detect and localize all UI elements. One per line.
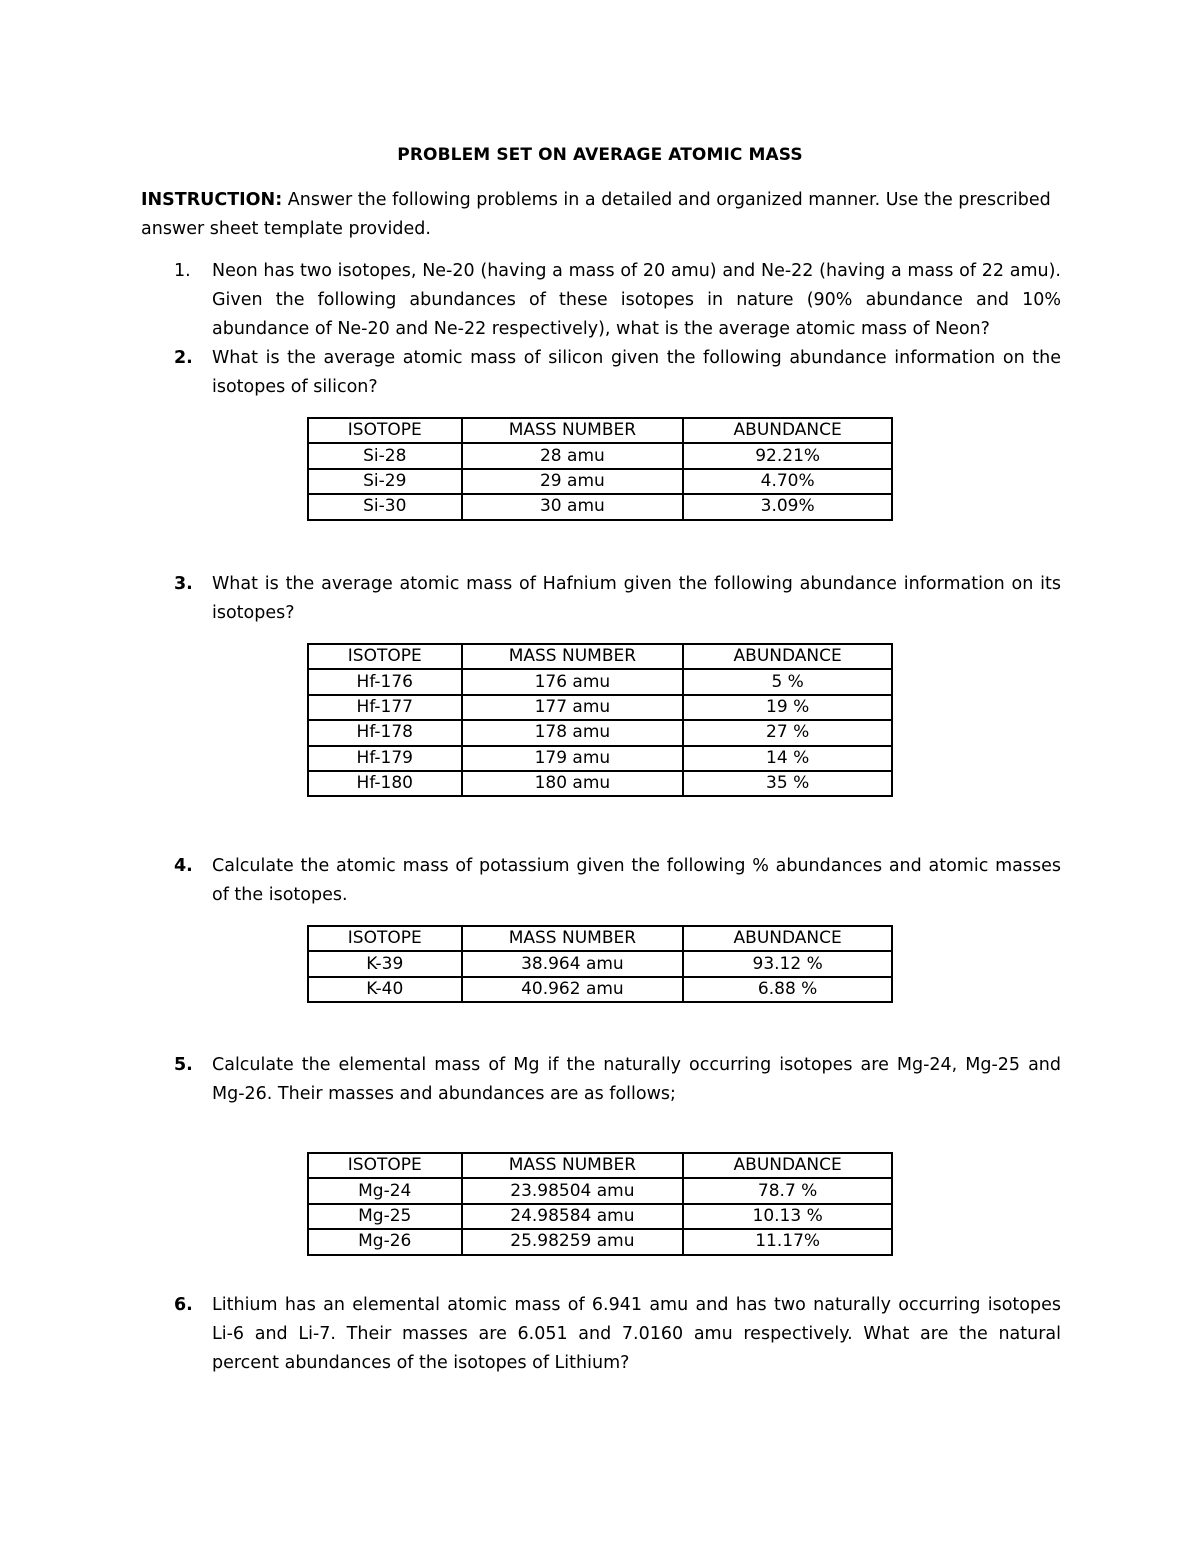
cell-isotope: K-40 bbox=[308, 977, 462, 1002]
header-mass-number: MASS NUMBER bbox=[462, 418, 684, 443]
header-abundance: ABUNDANCE bbox=[683, 644, 892, 669]
cell-isotope: Hf-176 bbox=[308, 669, 462, 694]
problem-number: 2. bbox=[174, 348, 193, 368]
problem-text: What is the average atomic mass of Hafnium given the following abundance information on its isotopes? bbox=[212, 574, 1061, 623]
cell-isotope: Hf-180 bbox=[308, 771, 462, 796]
table-row bbox=[308, 669, 892, 694]
table-row bbox=[308, 1178, 892, 1203]
cell-isotope: K-39 bbox=[308, 951, 462, 976]
table-row bbox=[308, 771, 892, 796]
cell-mass: 23.98504 amu bbox=[462, 1178, 684, 1203]
problem-text: Neon has two isotopes, Ne-20 (having a mass of 20 amu) and Ne-22 (having a mass of 22 amu). Given the following abundances of these isotopes in nature (90% abundance and 10% abundance of Ne-20 and Ne-22 respectively), what is the average atomic mass of Neon? bbox=[212, 261, 1061, 339]
hafnium-isotope-table bbox=[307, 643, 893, 797]
cell-mass: 179 amu bbox=[462, 746, 684, 771]
cell-mass: 40.962 amu bbox=[462, 977, 684, 1002]
cell-abundance: 27 % bbox=[683, 720, 892, 745]
cell-isotope: Hf-179 bbox=[308, 746, 462, 771]
problem-1 bbox=[141, 257, 1061, 343]
cell-abundance: 93.12 % bbox=[683, 951, 892, 976]
magnesium-isotope-table bbox=[307, 1152, 893, 1256]
cell-abundance: 92.21% bbox=[683, 443, 892, 468]
header-isotope: ISOTOPE bbox=[308, 418, 462, 443]
cell-isotope: Mg-24 bbox=[308, 1178, 462, 1203]
table-row bbox=[308, 469, 892, 494]
table-row bbox=[308, 443, 892, 468]
header-mass-number: MASS NUMBER bbox=[462, 644, 684, 669]
cell-isotope: Mg-25 bbox=[308, 1204, 462, 1229]
table-row bbox=[308, 977, 892, 1002]
problem-5 bbox=[141, 1051, 1061, 1109]
instruction-paragraph bbox=[141, 186, 1061, 244]
header-abundance: ABUNDANCE bbox=[683, 418, 892, 443]
problem-2 bbox=[141, 344, 1061, 402]
problem-number: 6. bbox=[174, 1295, 193, 1315]
cell-abundance: 11.17% bbox=[683, 1229, 892, 1254]
header-isotope: ISOTOPE bbox=[308, 926, 462, 951]
cell-isotope: Hf-178 bbox=[308, 720, 462, 745]
cell-abundance: 14 % bbox=[683, 746, 892, 771]
potassium-isotope-table bbox=[307, 925, 893, 1003]
cell-abundance: 19 % bbox=[683, 695, 892, 720]
table-row bbox=[308, 1229, 892, 1254]
table-row bbox=[308, 1204, 892, 1229]
problem-text: Calculate the atomic mass of potassium given the following % abundances and atomic masses of the isotopes. bbox=[212, 856, 1061, 905]
problem-number: 5. bbox=[174, 1055, 193, 1075]
header-mass-number: MASS NUMBER bbox=[462, 926, 684, 951]
cell-abundance: 10.13 % bbox=[683, 1204, 892, 1229]
problem-text: Calculate the elemental mass of Mg if the naturally occurring isotopes are Mg-24, Mg-25 and Mg-26. Their masses and abundances are as follows; bbox=[212, 1055, 1061, 1104]
cell-mass: 28 amu bbox=[462, 443, 684, 468]
cell-isotope: Hf-177 bbox=[308, 695, 462, 720]
cell-isotope: Si-29 bbox=[308, 469, 462, 494]
cell-mass: 38.964 amu bbox=[462, 951, 684, 976]
table-row bbox=[308, 951, 892, 976]
cell-mass: 176 amu bbox=[462, 669, 684, 694]
page-title: PROBLEM SET ON AVERAGE ATOMIC MASS bbox=[397, 145, 803, 165]
cell-mass: 180 amu bbox=[462, 771, 684, 796]
problem-text: What is the average atomic mass of silicon given the following abundance information on the isotopes of silicon? bbox=[212, 348, 1061, 397]
cell-isotope: Si-28 bbox=[308, 443, 462, 468]
header-mass-number: MASS NUMBER bbox=[462, 1153, 684, 1178]
header-abundance: ABUNDANCE bbox=[683, 926, 892, 951]
cell-abundance: 5 % bbox=[683, 669, 892, 694]
instruction-label: INSTRUCTION: bbox=[141, 190, 283, 210]
cell-abundance: 35 % bbox=[683, 771, 892, 796]
cell-mass: 29 amu bbox=[462, 469, 684, 494]
cell-isotope: Mg-26 bbox=[308, 1229, 462, 1254]
table-row bbox=[308, 746, 892, 771]
instruction-text: Answer the following problems in a detailed and organized manner. Use the prescribed answer sheet template provided. bbox=[141, 190, 1051, 239]
cell-abundance: 78.7 % bbox=[683, 1178, 892, 1203]
cell-mass: 178 amu bbox=[462, 720, 684, 745]
problem-3 bbox=[141, 570, 1061, 628]
cell-mass: 24.98584 amu bbox=[462, 1204, 684, 1229]
cell-mass: 30 amu bbox=[462, 494, 684, 519]
cell-isotope: Si-30 bbox=[308, 494, 462, 519]
header-isotope: ISOTOPE bbox=[308, 1153, 462, 1178]
table-row bbox=[308, 695, 892, 720]
problem-number: 4. bbox=[174, 856, 193, 876]
table-header-row bbox=[308, 418, 892, 443]
problem-text: Lithium has an elemental atomic mass of 6.941 amu and has two naturally occurring isotopes Li-6 and Li-7. Their masses are 6.051 and 7.0160 amu respectively. What are the natural percent abundances of the isotopes of Lithium? bbox=[212, 1295, 1061, 1373]
cell-mass: 25.98259 amu bbox=[462, 1229, 684, 1254]
header-abundance: ABUNDANCE bbox=[683, 1153, 892, 1178]
table-header-row bbox=[308, 926, 892, 951]
problem-6 bbox=[141, 1291, 1061, 1377]
table-header-row bbox=[308, 1153, 892, 1178]
cell-abundance: 4.70% bbox=[683, 469, 892, 494]
problem-number: 1. bbox=[174, 261, 191, 281]
cell-mass: 177 amu bbox=[462, 695, 684, 720]
problem-4 bbox=[141, 852, 1061, 910]
table-header-row bbox=[308, 644, 892, 669]
header-isotope: ISOTOPE bbox=[308, 644, 462, 669]
problem-number: 3. bbox=[174, 574, 193, 594]
silicon-isotope-table bbox=[307, 417, 893, 521]
cell-abundance: 6.88 % bbox=[683, 977, 892, 1002]
table-row bbox=[308, 720, 892, 745]
cell-abundance: 3.09% bbox=[683, 494, 892, 519]
table-row bbox=[308, 494, 892, 519]
